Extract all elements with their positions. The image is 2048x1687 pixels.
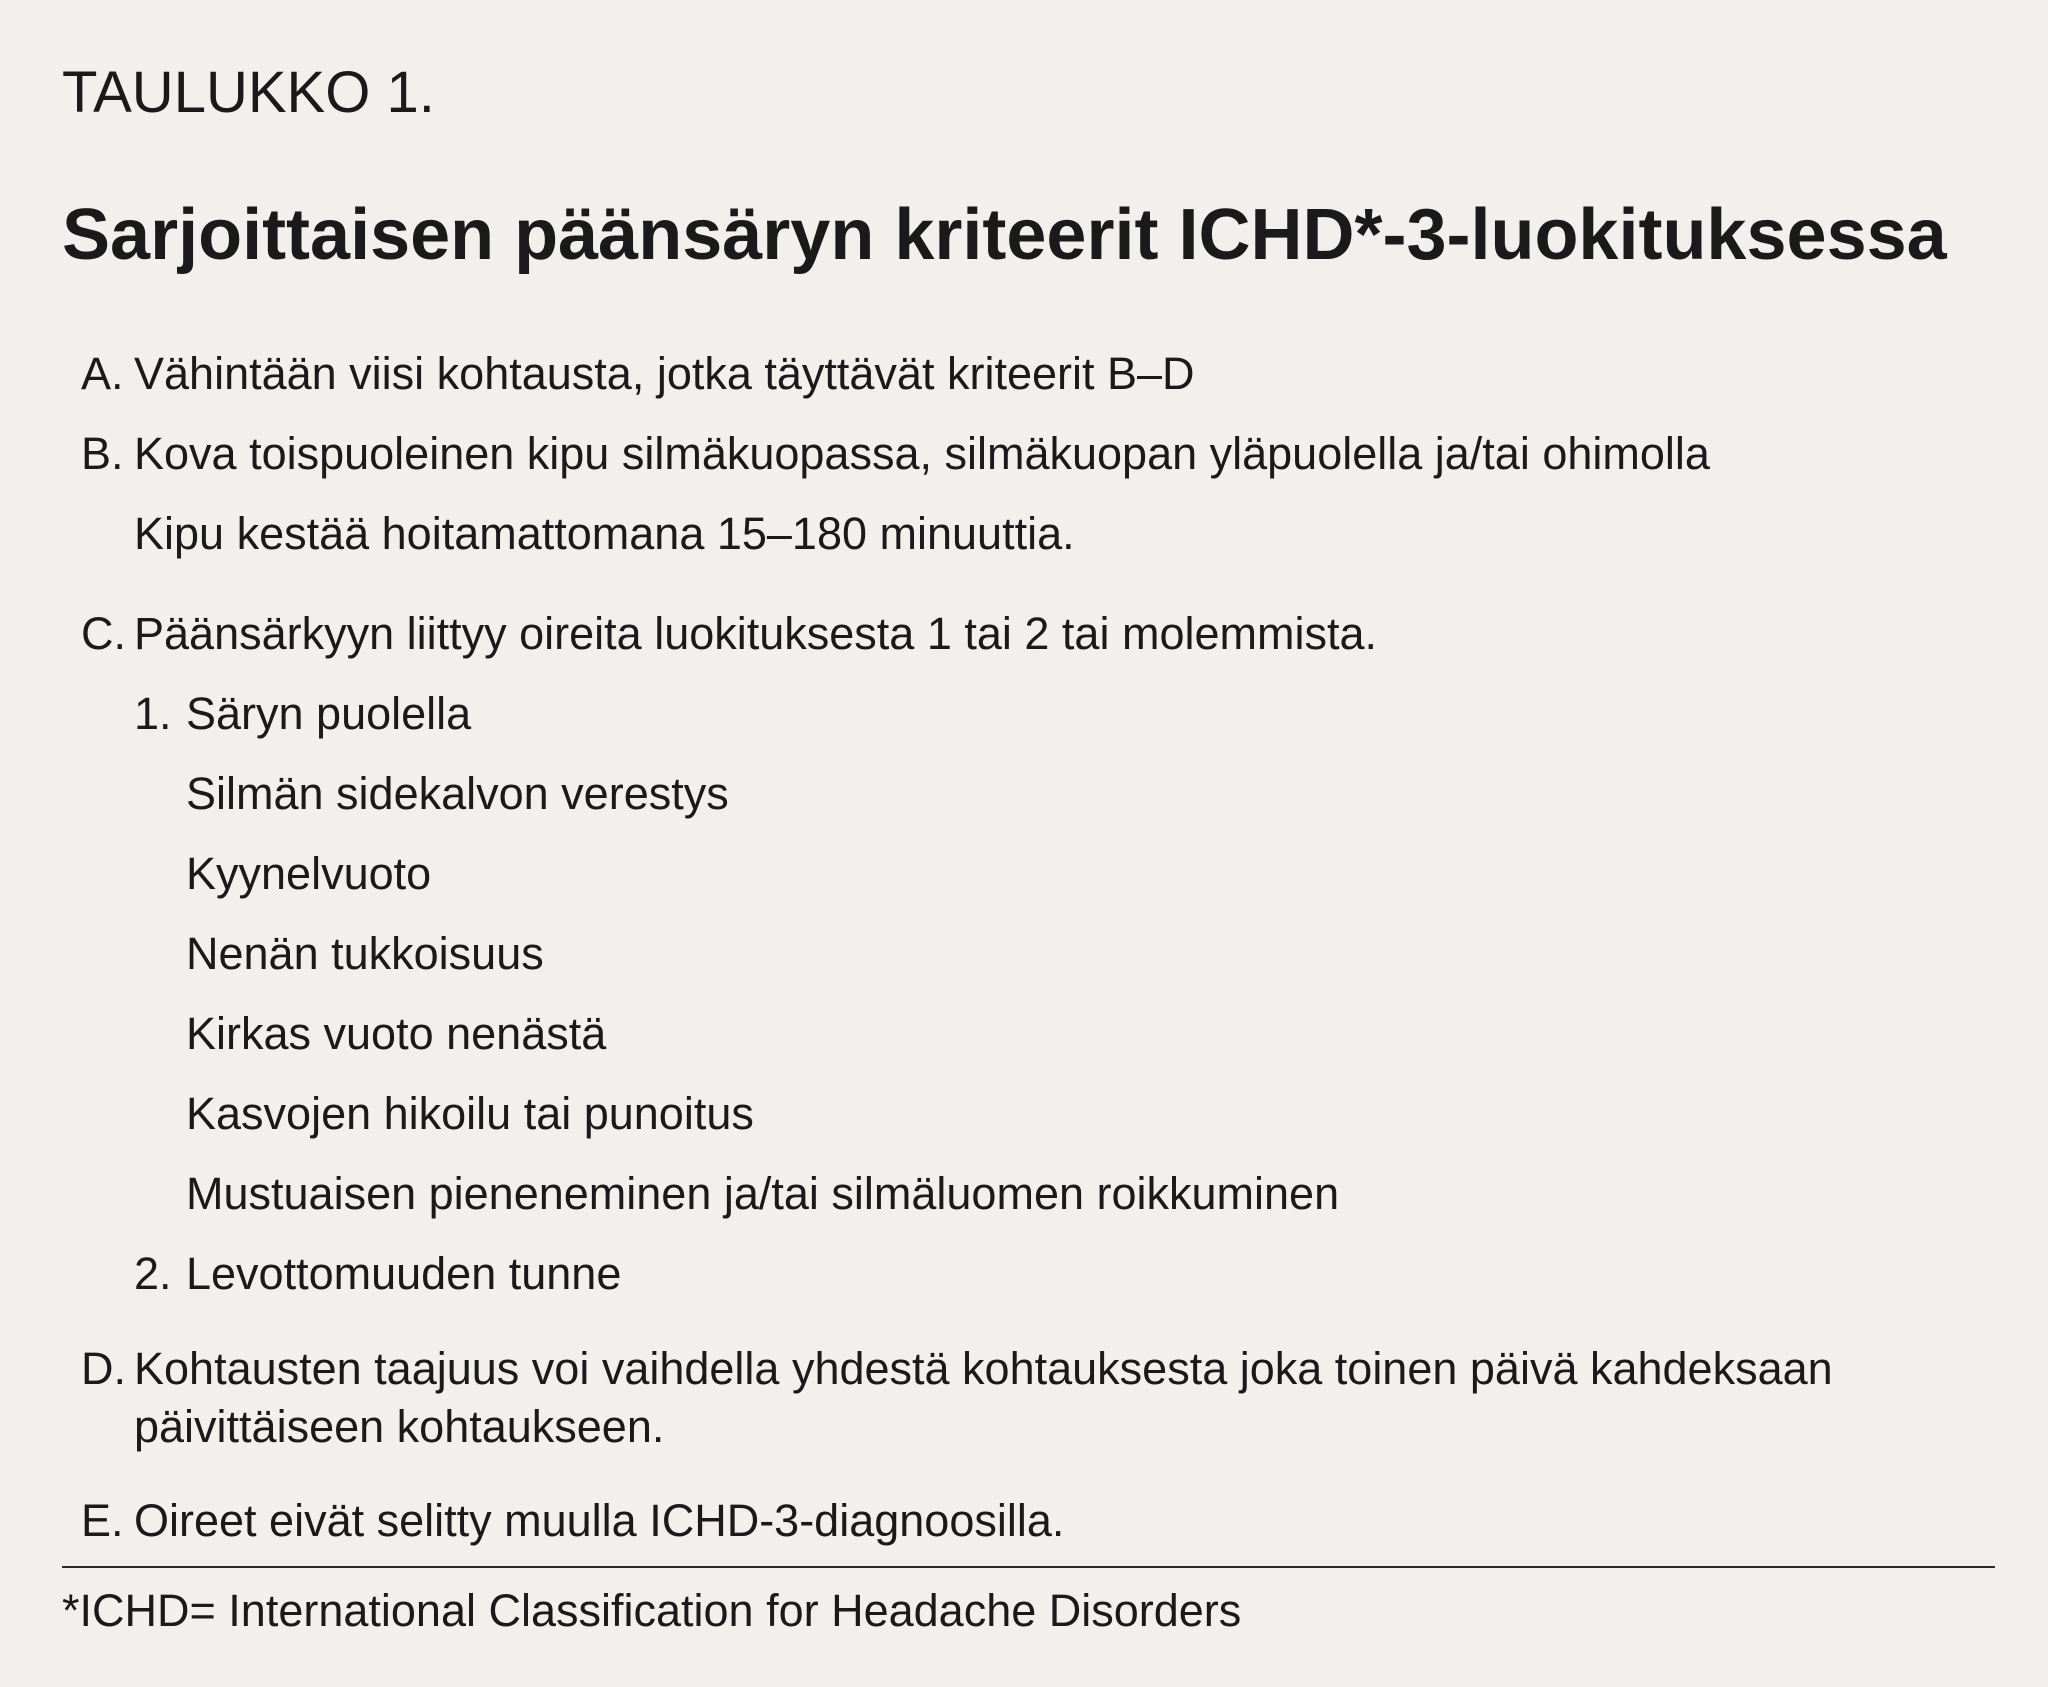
symptom-item: Kyynelvuoto — [186, 848, 432, 899]
criterion-c-text: Päänsärkyyn liittyy oireita luokituksesta 1 tai 2 tai molemmista. — [134, 608, 1377, 659]
criterion-a — [81, 346, 1195, 402]
criterion-a-marker: A. — [81, 348, 124, 399]
criterion-c-sub-2-marker: 2. — [134, 1248, 172, 1299]
symptom-item: Kasvojen hikoilu tai punoitus — [186, 1088, 754, 1139]
criterion-a-text: Vähintään viisi kohtausta, jotka täyttävät kriteerit B–D — [134, 348, 1195, 399]
criterion-d-marker: D. — [81, 1343, 126, 1394]
criterion-c — [81, 606, 1377, 662]
footnote: *ICHD= International Classification for Headache Disorders — [62, 1585, 1242, 1636]
criterion-e — [81, 1493, 1064, 1549]
criterion-d-text: Kohtausten taajuus voi vaihdella yhdestä kohtauksesta joka toinen päivä kahdeksaan päivittäiseen kohtaukseen. — [134, 1343, 1833, 1452]
criterion-c-sub-2 — [134, 1246, 621, 1302]
criterion-c-marker: C. — [81, 608, 126, 659]
criterion-b-continuation: Kipu kestää hoitamattomana 15–180 minuuttia. — [134, 508, 1075, 559]
criterion-c-sub-1-marker: 1. — [134, 688, 172, 739]
criterion-b — [81, 426, 1710, 482]
table-title: Sarjoittaisen päänsäryn kriteerit ICHD*-3-luokituksessa — [62, 195, 1947, 275]
criterion-d — [81, 1340, 1974, 1456]
criterion-e-marker: E. — [81, 1495, 124, 1546]
symptom-item: Silmän sidekalvon verestys — [186, 768, 729, 819]
criterion-e-text: Oireet eivät selitty muulla ICHD-3-diagnoosilla. — [134, 1495, 1065, 1546]
criterion-c-sub-1-text: Säryn puolella — [186, 688, 472, 739]
footnote-divider — [62, 1566, 1995, 1568]
symptom-item: Nenän tukkoisuus — [186, 928, 544, 979]
table-label: TAULUKKO 1. — [62, 60, 435, 125]
criterion-c-sub-2-text: Levottomuuden tunne — [186, 1248, 622, 1299]
symptom-item: Mustuaisen pieneneminen ja/tai silmäluomen roikkuminen — [186, 1168, 1340, 1219]
criterion-c-sub-1 — [134, 686, 471, 742]
criterion-b-marker: B. — [81, 428, 124, 479]
criterion-b-text: Kova toispuoleinen kipu silmäkuopassa, silmäkuopan yläpuolella ja/tai ohimolla — [134, 428, 1710, 479]
symptom-item: Kirkas vuoto nenästä — [186, 1008, 607, 1059]
